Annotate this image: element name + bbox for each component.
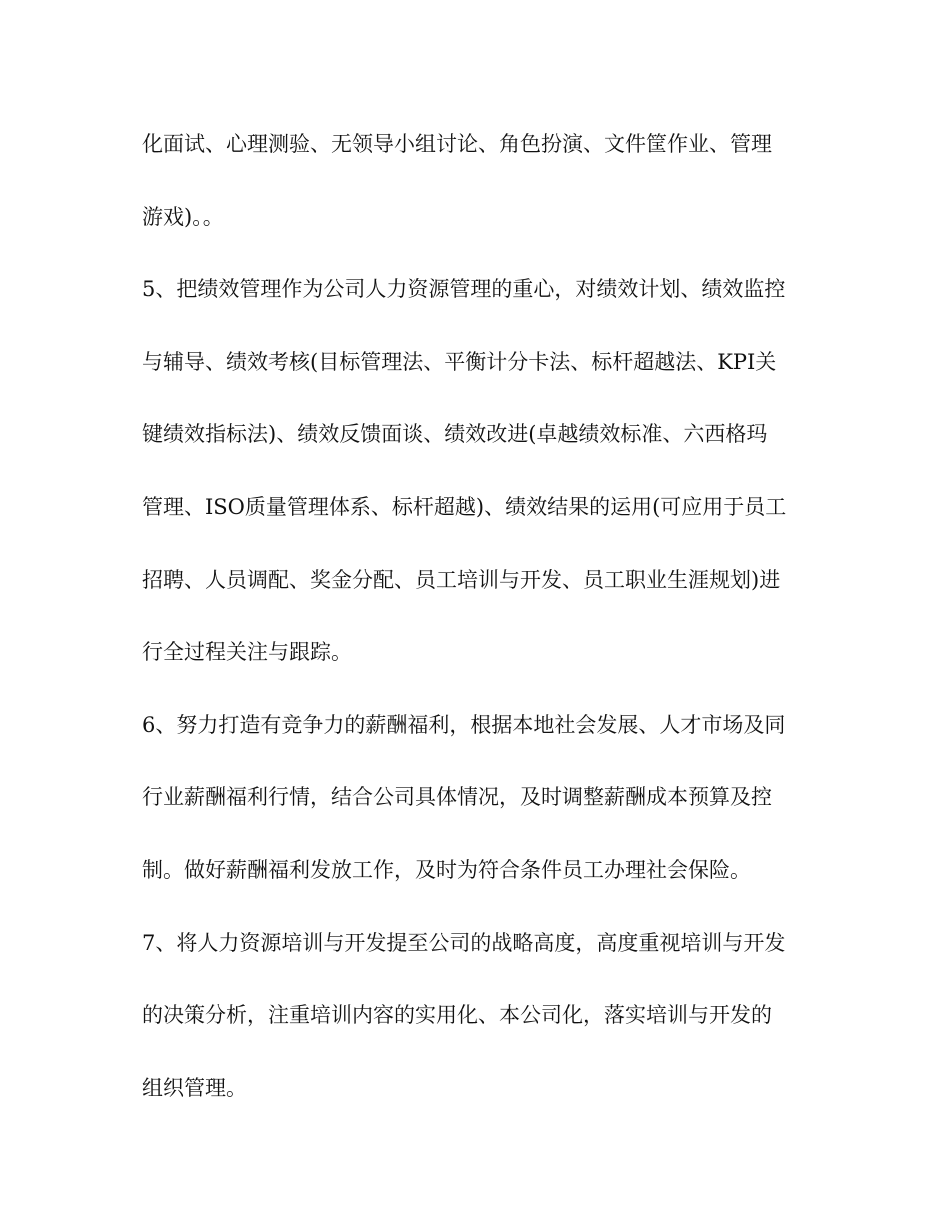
text-line: 6、努力打造有竞争力的薪酬福利，根据本地社会发展、人才市场及同 xyxy=(142,712,786,737)
document-body xyxy=(142,120,814,1136)
text-line: 招聘、人员调配、奖金分配、员工培训与开发、员工职业生涯规划)进 xyxy=(142,567,781,592)
text-line: 与辅导、绩效考核(目标管理法、平衡计分卡法、标杆超越法、KPI关 xyxy=(142,349,777,374)
text-line: 管理、ISO质量管理体系、标杆超越)、绩效结果的运用(可应用于员工 xyxy=(142,494,787,519)
text-line: 行业薪酬福利行情，结合公司具体情况，及时调整薪酬成本预算及控 xyxy=(142,785,772,810)
text-line: 化面试、心理测验、无领导小组讨论、角色扮演、文件筐作业、管理 xyxy=(142,132,772,156)
text-line: 键绩效指标法)、绩效反馈面谈、绩效改进(卓越绩效标准、六西格玛 xyxy=(142,422,768,447)
text-line: 5、把绩效管理作为公司人力资源管理的重心，对绩效计划、绩效监控 xyxy=(142,277,786,302)
text-line: 7、将人力资源培训与开发提至公司的战略高度，高度重视培训与开发 xyxy=(142,930,786,955)
text-line: 制。做好薪酬福利发放工作，及时为符合条件员工办理社会保险。 xyxy=(142,857,751,882)
text-line: 组织管理。 xyxy=(142,1075,247,1100)
text-line: 的决策分析，注重培训内容的实用化、本公司化，落实培训与开发的 xyxy=(142,1003,772,1028)
text-line: 行全过程关注与跟踪。 xyxy=(142,640,352,665)
text-line: 游戏)。。 xyxy=(142,204,224,229)
